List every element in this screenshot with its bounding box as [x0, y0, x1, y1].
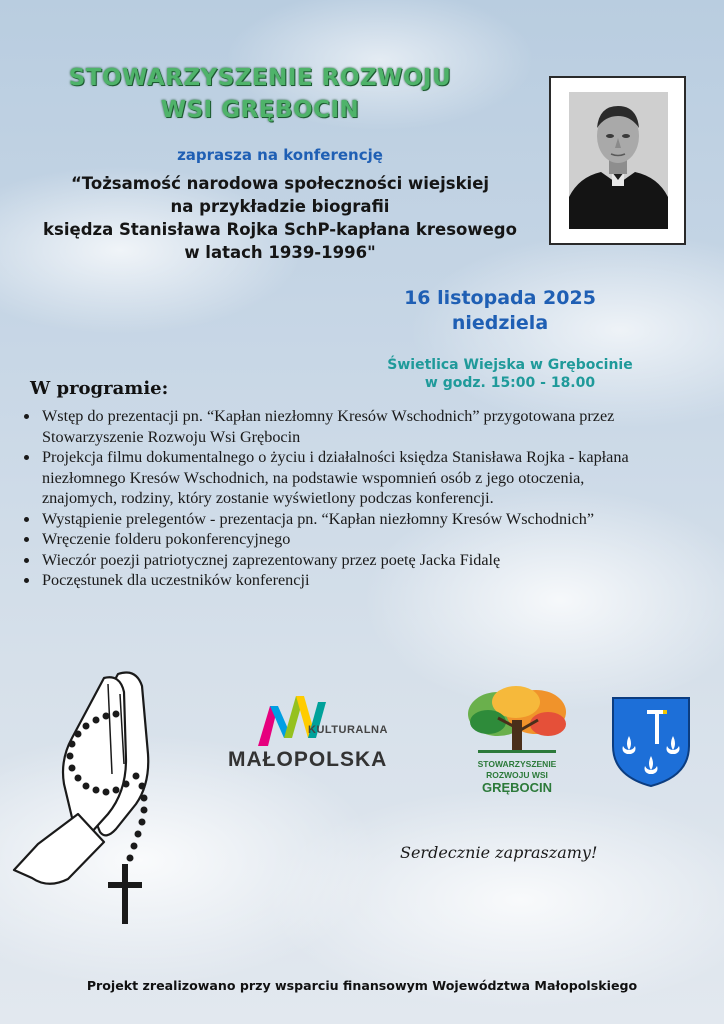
program-item: • Projekcja filmu dokumentalnego o życiu i działalności księdza Stanisława Rojka - kapłana niezłomnego Kresów Wschodnich, na podstawie wspomnień osób z jego otoczenia, znajomych, rodziny, który zostanie wyświetlony podczas konferencji. [40, 447, 640, 509]
event-time: w godz. 15:00 - 18.00 [424, 375, 596, 391]
program-item: • Wstęp do prezentacji pn. “Kapłan niezłomny Kresów Wschodnich” przygotowana przez Stowarzyszenie Rozwoju Wsi Grębocin [40, 406, 640, 447]
greeting-text: Serdecznie zapraszamy! [400, 843, 598, 862]
footer-funding-note: Projekt zrealizowano przy wsparciu finansowym Województwa Małopolskiego [86, 978, 638, 993]
organization-title-line2: WSI GRĘBOCIN [160, 97, 360, 123]
program-item: • Wręczenie folderu pokonferencyjnego [40, 529, 640, 550]
priest-portrait-frame [549, 76, 686, 245]
program-item: • Poczęstunek dla uczestników konferencji [40, 570, 640, 591]
priest-portrait-photo [569, 92, 668, 229]
srwg-logo-line2: ROZWOJU WSI [486, 770, 548, 780]
conference-title [10, 172, 550, 264]
event-venue-name: Świetlica Wiejska w Grębocinie [387, 357, 633, 373]
program-item: • Wystąpienie prelegentów - prezentacja pn. “Kapłan niezłomny Kresów Wschodnich” [40, 509, 640, 530]
coat-of-arms-icon [611, 696, 691, 788]
tree-icon [458, 684, 576, 756]
srwg-association-logo [458, 684, 576, 796]
program-heading: W programie: [30, 378, 169, 399]
conference-title-line: w latach 1939-1996" [184, 243, 376, 262]
priest-portrait-image [569, 92, 668, 229]
srwg-logo-line1: STOWARZYSZENIE [477, 759, 557, 769]
event-weekday: niedziela [451, 312, 549, 334]
conference-title-line: “Tożsamość narodowa społeczności wiejskiej [70, 174, 490, 193]
praying-hands-rosary-icon [8, 664, 158, 934]
malopolska-m-icon [256, 688, 336, 748]
conference-title-line: księdza Stanisława Rojka SchP-kapłana kresowego [43, 220, 517, 239]
organization-title-line1: STOWARZYSZENIE ROZWOJU [68, 65, 452, 91]
organization-title [40, 62, 480, 126]
logo-malopolska-text: MAŁOPOLSKA [228, 748, 388, 771]
conference-title-line: na przykładzie biografii [170, 197, 390, 216]
logo-kulturalna-text: KULTURALNA [308, 724, 388, 736]
invite-text: zaprasza na konferencję [177, 146, 383, 164]
program-list [22, 406, 640, 591]
event-date-day: 16 listopada 2025 [404, 287, 596, 309]
kulturalna-malopolska-logo [228, 688, 414, 778]
srwg-logo-line3: GRĘBOCIN [481, 780, 553, 795]
program-item: • Wieczór poezji patriotycznej zaprezentowany przez poetę Jacka Fidalę [40, 550, 640, 571]
event-venue [330, 356, 690, 392]
event-date [360, 286, 640, 336]
